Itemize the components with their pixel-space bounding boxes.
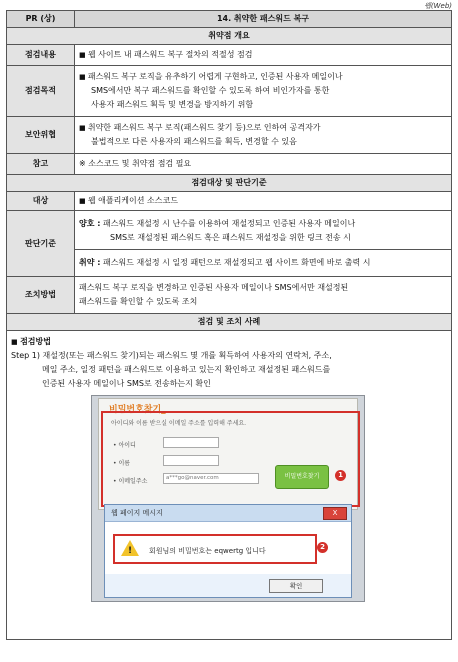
bad-criteria: 패스워드 재설정 시 일정 패턴으로 재설정되고 웹 사이트 화면에 바로 출력 시	[103, 258, 371, 267]
row-judgement	[7, 211, 452, 277]
find-password-button[interactable]: 비밀번호찾기	[275, 465, 329, 489]
header-row	[7, 11, 452, 28]
step-1	[11, 349, 447, 391]
cases-heading: 점검 및 조치 사례	[7, 314, 452, 331]
check-content-text: ■ 웹 사이트 내 패스워드 복구 절차의 적절성 점검	[79, 50, 252, 59]
target-text: ■ 웹 애플리케이션 소스코드	[79, 196, 178, 205]
message-highlight-box	[113, 534, 317, 564]
good-criteria	[79, 217, 447, 245]
action-line: 패스워드 복구 로직을 변경하고 인증된 사용자 메일이나 SMS에서만 재설정된	[79, 283, 349, 292]
row-check-purpose	[7, 66, 452, 117]
row-target	[7, 192, 452, 211]
label-check-purpose: 점검목적	[7, 66, 75, 117]
row-cases-body	[7, 331, 452, 640]
step-line: 메일 주소, 일정 패턴을 패스워드로 이용하고 있는지 확인하고 재설정된 패스워드를	[42, 365, 331, 374]
dialog-title: 웹 페이지 메시지	[105, 505, 351, 522]
overview-heading: 취약점 개요	[7, 28, 452, 45]
example-screenshot	[91, 395, 365, 602]
label-reference: 참고	[7, 154, 75, 175]
step-line: 재설정(또는 패스워드 찾기)되는 패스워드 몇 개를 획득하여 사용자의 연락처, 주소,	[42, 351, 332, 360]
good-line: 패스워드 재설정 시 난수를 이용하여 재설정되고 인증된 사용자 메일이나	[103, 219, 356, 228]
row-security-threat	[7, 117, 452, 154]
bad-key: 취약 :	[79, 258, 101, 267]
alert-dialog	[104, 504, 352, 598]
dialog-message: 회원님의 비밀번호는 eqwertg 입니다	[149, 547, 266, 555]
form-title: 비밀번호찾기_	[109, 405, 166, 415]
vulnerability-sheet	[6, 10, 452, 640]
purpose-line: 사용자 패스워드 획득 및 변경을 방지하기 위함	[91, 100, 254, 109]
purpose-line: SMS에서만 복구 패스워드를 확인할 수 있도록 하여 비인가자를 통한	[91, 86, 330, 95]
reference-text: ※ 소스코드 및 취약점 점검 필요	[75, 154, 452, 175]
row-reference	[7, 154, 452, 175]
step-badge-2: 2	[317, 542, 328, 553]
action-line: 패스워드를 확인할 수 있도록 조치	[79, 297, 198, 306]
ok-button[interactable]: 확인	[269, 579, 323, 593]
label-check-content: 점검내용	[7, 45, 75, 66]
form-subtitle: 아이디와 이름 받으실 이메일 주소를 입력해 주세요.	[111, 420, 247, 427]
label-security-threat: 보안위협	[7, 117, 75, 154]
dialog-body	[105, 522, 351, 574]
threat-line: ■ 취약한 패스워드 복구 로직(패스워드 찾기 등)으로 인하여 공격자가	[79, 121, 447, 135]
field-email-label: • 이메일주소	[113, 478, 148, 485]
good-line: SMS로 재설정된 패스워드 혹은 패스워드 재설정을 위한 링크 전송 시	[110, 233, 351, 242]
field-name-label: • 이름	[113, 460, 131, 467]
purpose-line: ■ 패스워드 복구 로직을 유추하기 어렵게 구현하고, 인증된 사용자 메일이나	[79, 70, 447, 84]
priority-cell: PR (상)	[7, 11, 75, 28]
row-action	[7, 277, 452, 314]
method-title: ■ 점검방법	[11, 335, 447, 349]
label-judgement: 판단기준	[7, 211, 75, 277]
label-action: 조치방법	[7, 277, 75, 314]
good-key: 양호 :	[79, 219, 101, 228]
step-prefix: Step 1)	[11, 351, 40, 360]
threat-line: 불법적으로 다른 사용자의 패스워드를 획득, 변경할 수 있음	[91, 137, 297, 146]
corner-tag: 웹(Web)	[424, 2, 452, 10]
email-input[interactable]: a***go@naver.com	[163, 473, 259, 484]
warning-icon: !	[121, 540, 139, 556]
field-id-label: • 아이디	[113, 442, 136, 449]
step-line: 인증된 사용자 메일이나 SMS로 전송하는지 확인	[42, 379, 211, 388]
step-badge-1: 1	[335, 470, 346, 481]
row-check-content	[7, 45, 452, 66]
label-target: 대상	[7, 192, 75, 211]
sheet-title: 14. 취약한 패스워드 복구	[75, 11, 452, 28]
password-find-form	[98, 398, 358, 510]
close-icon[interactable]: X	[323, 507, 347, 520]
highlight-box	[101, 411, 360, 507]
criteria-heading: 점검대상 및 판단기준	[7, 175, 452, 192]
